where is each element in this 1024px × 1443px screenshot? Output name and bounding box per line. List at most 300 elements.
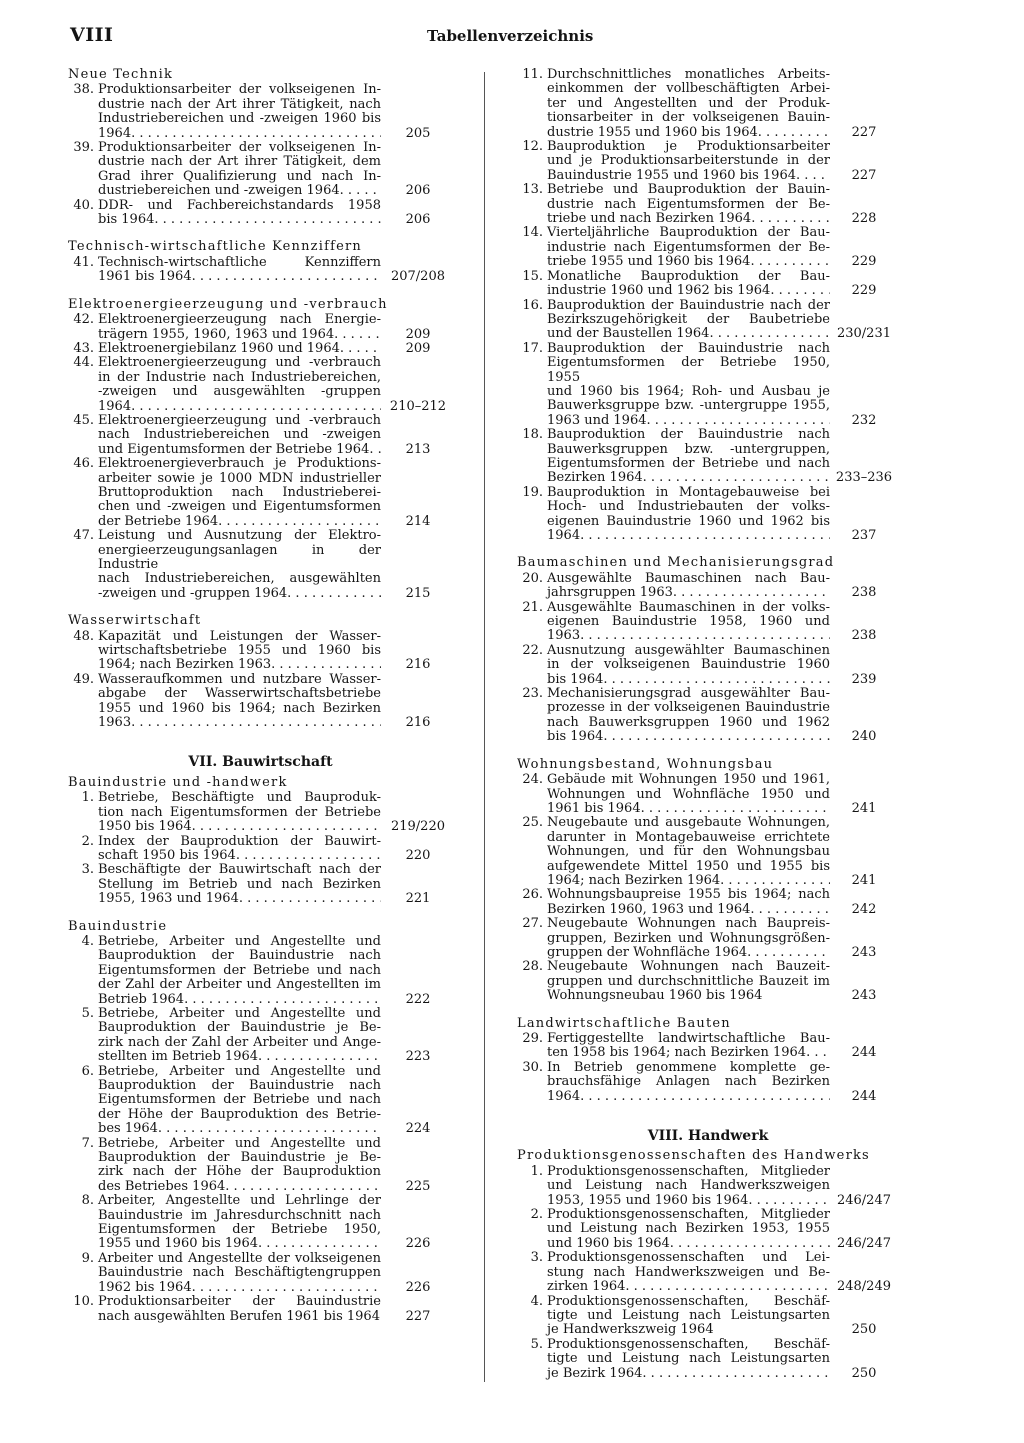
entry-title-text: 1961 bis 1964 — [547, 800, 641, 816]
entry-title-line: Monatliche Bauproduktion der Bau- — [547, 268, 830, 284]
entry-title-text: triebe und nach Bezirken 1964 — [547, 211, 752, 227]
entry-title-line: Mechanisierungsgrad ausgewählter Bau- — [547, 686, 830, 702]
section-heading: Landwirtschaftliche Bauten — [517, 1015, 731, 1031]
entry-title-line: in der Industrie nach Industriebereichen, — [98, 369, 381, 385]
entry-number: 43. — [73, 340, 94, 356]
entry-number: 14. — [522, 225, 543, 241]
entry-title-text: 1964 — [98, 398, 132, 414]
entry-title — [547, 1165, 830, 1208]
dot-leader — [369, 443, 381, 457]
dot-leader — [643, 471, 830, 485]
entry-title-text: dustriebereichen und -zweigen 1964 — [98, 183, 340, 199]
toc-entry — [517, 816, 899, 888]
entry-title-text: der Betriebe 1964 — [98, 513, 219, 529]
entry-title — [547, 1208, 830, 1251]
entry-title-line: Elektroenergieerzeugung nach Energie- — [98, 312, 381, 328]
entry-title-line — [98, 127, 381, 141]
entry-page-number: 220 — [405, 847, 431, 863]
entry-number: 39. — [73, 140, 94, 156]
dot-leader — [770, 284, 830, 298]
entry-number: 42. — [73, 312, 94, 328]
entry-title — [547, 888, 830, 917]
entry-page-number: 239 — [851, 671, 877, 687]
entry-title — [98, 1194, 381, 1252]
entry-page-number: 241 — [851, 800, 877, 816]
entry-title-line: Elektroenergieverbrauch je Produktions- — [98, 456, 381, 472]
entry-title-text: bes 1964 — [98, 1121, 158, 1137]
entry-title-line: Beschäftigte der Bauwirtschaft nach der — [98, 862, 381, 878]
toc-entry — [68, 199, 453, 228]
entry-number: 17. — [522, 340, 543, 356]
entry-page-number: 226 — [405, 1279, 431, 1295]
entry-title-line — [98, 1310, 381, 1324]
entry-title-line: Grad ihrer Qualifizierung und nach In- — [98, 168, 381, 184]
entry-page-number: 246/247 — [836, 1192, 891, 1208]
section-heading: Bauindustrie und -handwerk — [68, 774, 288, 790]
entry-number: 9. — [81, 1250, 94, 1266]
entry-page-number: 226 — [405, 1236, 431, 1252]
entry-title — [547, 687, 830, 745]
entry-title-text: 1955 und 1960 bis 1964 — [98, 1236, 258, 1252]
entry-title-line: Bauwerksgruppe bzw. -untergruppe 1955, — [547, 398, 830, 414]
entry-title — [547, 140, 830, 183]
entry-title-text: und der Baustellen 1964 — [547, 326, 710, 342]
entry-title-line — [547, 874, 830, 888]
dot-leader — [184, 993, 381, 1007]
entry-number: 4. — [81, 933, 94, 949]
dot-leader — [641, 802, 830, 816]
entry-number: 45. — [73, 412, 94, 428]
dot-leader — [625, 1280, 830, 1294]
entry-title-text: triebe 1955 und 1960 bis 1964 — [547, 254, 751, 270]
dot-leader — [192, 1281, 381, 1295]
entry-title-line: Bezirkszugehörigkeit der Baubetriebe — [547, 311, 830, 327]
entry-title-line: Bauproduktion der Bauindustrie nach — [547, 427, 830, 443]
entry-title-line: Leistung und Ausnutzung der Elektro- — [98, 528, 381, 544]
entry-title — [98, 141, 381, 199]
entry-title — [547, 342, 830, 428]
section-heading: Baumaschinen und Mechanisierungsgrad — [517, 555, 835, 571]
entry-number: 29. — [522, 1031, 543, 1046]
toc-entry — [68, 457, 453, 529]
entry-title-line: zirk nach der Zahl der Arbeiter und Ange- — [98, 1034, 381, 1050]
entry-number: 5. — [81, 1005, 94, 1021]
toc-entry — [517, 1165, 899, 1208]
toc-entry — [68, 1065, 453, 1137]
toc-entry — [517, 1032, 899, 1061]
entry-page-number: 232 — [851, 412, 877, 428]
entry-title-text: bis 1964 — [547, 729, 604, 745]
entry-number: 46. — [73, 456, 94, 472]
entry-title — [547, 816, 830, 888]
entry-title-line: dustrie nach Eigentumsformen der Be- — [547, 196, 830, 212]
entry-title-line — [547, 1323, 830, 1337]
entry-title-line: einkommen der vollbeschäftigten Arbei- — [547, 81, 830, 97]
entry-page-number: 246/247 — [836, 1235, 891, 1251]
dot-leader — [720, 874, 830, 888]
entry-page-number: 224 — [405, 1121, 431, 1137]
entry-title-line: arbeiter sowie je 1000 MDN industrieller — [98, 470, 381, 486]
entry-title-line: Betriebe, Arbeiter und Angestellte und — [98, 1135, 381, 1151]
entry-title-line: Durchschnittliches monatliches Arbeits- — [547, 67, 830, 82]
entry-title — [547, 428, 830, 486]
entry-number: 40. — [73, 197, 94, 213]
toc-entry — [68, 356, 453, 414]
section-heading: Wasserwirtschaft — [68, 613, 202, 629]
section-heading: Neue Technik — [68, 67, 174, 82]
dot-leader — [192, 820, 381, 834]
entry-title-text: 1963 — [547, 628, 581, 644]
entry-title — [98, 83, 381, 141]
entry-title-line — [98, 849, 381, 863]
entry-title — [98, 1137, 381, 1195]
entry-title-text: bis 1964 — [98, 212, 155, 228]
entry-title-line: Bauproduktion der Bauindustrie nach — [98, 1078, 381, 1093]
entry-title-line — [547, 946, 830, 960]
entry-title-line: Fertiggestellte landwirtschaftliche Bau- — [547, 1031, 830, 1046]
entry-page-number: 244 — [851, 1088, 877, 1104]
entry-page-number: 238 — [851, 628, 877, 644]
entry-title — [547, 644, 830, 687]
entry-title-line: Bauindustrie im Jahresdurchschnitt nach — [98, 1207, 381, 1223]
toc-entry — [517, 299, 899, 342]
entry-title — [98, 342, 381, 356]
entry-title-line — [547, 629, 830, 643]
toc-entry — [68, 141, 453, 199]
entry-title-line — [98, 993, 381, 1007]
entry-title — [547, 299, 830, 342]
entry-title-line — [547, 730, 830, 744]
dot-leader — [236, 849, 381, 863]
section-heading: Technisch-wirtschaftliche Kennziffern — [68, 239, 362, 255]
entry-page-number: 227 — [851, 167, 877, 183]
entry-title-line: Betriebe, Beschäftigte und Bauproduk- — [98, 790, 381, 806]
dot-leader — [131, 716, 381, 730]
entry-title-line: Bauproduktion in Montagebauweise bei — [547, 484, 830, 500]
entry-number: 38. — [73, 82, 94, 98]
entry-title-text: Bezirken 1964 — [547, 470, 643, 486]
entry-title — [547, 183, 830, 226]
entry-title-text: und 1960 bis 1964 — [547, 1235, 670, 1251]
entry-title-line: Ausnutzung ausgewählter Baumaschinen — [547, 642, 830, 658]
entry-page-number: 221 — [405, 891, 431, 907]
entry-title-line: Neugebaute Wohnungen nach Bauzeit- — [547, 959, 830, 975]
entry-title-line — [98, 1281, 381, 1295]
entry-title — [547, 960, 830, 1003]
entry-title-line: Eigentumsformen der Betriebe 1950, — [98, 1222, 381, 1238]
entry-title — [547, 1338, 830, 1381]
entry-number: 6. — [81, 1063, 94, 1079]
entry-title-line — [547, 126, 830, 140]
entry-title-line — [547, 1280, 830, 1294]
entry-title-line: aufgewendete Mittel 1950 und 1955 bis — [547, 858, 830, 874]
entry-title — [98, 529, 381, 601]
entry-page-number: 219/220 — [390, 819, 445, 835]
entry-title-line: Wohnungen und Wohnfläche 1950 und — [547, 786, 830, 802]
entry-number: 16. — [522, 297, 543, 313]
dot-leader — [750, 255, 830, 269]
entry-title-line: ter und Angestellten und der Produk- — [547, 95, 830, 111]
entry-page-number: 225 — [405, 1178, 431, 1194]
entry-title — [547, 226, 830, 269]
entry-title-text: Bezirken 1960, 1963 und 1964 — [547, 901, 751, 917]
dot-leader — [673, 586, 830, 600]
dot-leader — [154, 213, 381, 227]
dot-leader — [751, 212, 830, 226]
entry-title-line: Bauproduktion der Bauindustrie nach der — [547, 297, 830, 313]
entry-page-number: 210–212 — [389, 398, 447, 414]
toc-entry — [68, 1252, 453, 1295]
entry-title-line: Eigentumsformen der Betriebe und nach — [98, 962, 381, 978]
dot-leader — [750, 903, 830, 917]
toc-entry — [68, 256, 453, 285]
entry-title-line — [98, 1180, 381, 1194]
entry-page-number: 233–236 — [835, 470, 893, 486]
entry-page-number: 205 — [405, 125, 431, 141]
entry-page-number: 250 — [851, 1365, 877, 1381]
dot-leader — [131, 127, 381, 141]
entry-number: 19. — [522, 484, 543, 500]
entry-title-line: wirtschaftsbetriebe 1955 und 1960 bis — [98, 643, 381, 659]
entry-title-line — [547, 1194, 830, 1208]
toc-entry — [517, 1338, 899, 1381]
entry-title-line: Arbeiter, Angestellte und Lehrlinge der — [98, 1193, 381, 1209]
toc-entry — [68, 342, 453, 356]
entry-title — [547, 1251, 830, 1294]
dot-leader — [642, 1367, 830, 1381]
toc-entry — [68, 1137, 453, 1195]
entry-page-number: 216 — [405, 657, 431, 673]
entry-page-number: 244 — [851, 1045, 877, 1061]
entry-title-line: Stellung im Betrieb und nach Bezirken — [98, 876, 381, 892]
entry-title-line: DDR- und Fachbereichstandards 1958 — [98, 197, 381, 213]
dot-leader — [158, 1122, 381, 1136]
dot-leader — [218, 515, 381, 529]
entry-number: 22. — [522, 642, 543, 658]
toc-column-left — [68, 68, 453, 1324]
dot-leader — [758, 126, 830, 140]
toc-entry — [68, 630, 453, 673]
toc-entry — [517, 226, 899, 269]
entry-title-line: tionsarbeiter in der volkseigenen Bauin- — [547, 110, 830, 126]
entry-title-line — [98, 1237, 381, 1251]
entry-title — [98, 1295, 381, 1324]
dot-leader — [670, 1237, 830, 1251]
toc-entry — [517, 773, 899, 816]
dot-leader — [258, 1050, 381, 1064]
entry-title-line — [98, 400, 381, 414]
entry-title-line: tigte und Leistung nach Leistungsarten — [547, 1351, 830, 1367]
entry-title-line — [98, 658, 381, 672]
entry-number: 27. — [522, 916, 543, 932]
toc-entry — [68, 835, 453, 864]
entry-number: 5. — [530, 1336, 543, 1352]
entry-title-line: Produktionsgenossenschaften, Beschäf- — [547, 1293, 830, 1309]
entry-title-text: Bauindustrie 1955 und 1960 bis 1964 — [547, 167, 796, 183]
entry-number: 3. — [81, 862, 94, 878]
dot-leader — [709, 327, 830, 341]
entry-title-line: Betriebe, Arbeiter und Angestellte und — [98, 1063, 381, 1079]
dot-leader — [603, 730, 830, 744]
entry-title-line: tigte und Leistung nach Leistungsarten — [547, 1307, 830, 1323]
entry-title — [547, 1061, 830, 1104]
dot-leader — [340, 184, 381, 198]
toc-entry — [68, 791, 453, 834]
dot-leader — [131, 400, 381, 414]
entry-page-number: 206 — [405, 183, 431, 199]
toc-entry — [68, 414, 453, 457]
entry-number: 10. — [73, 1294, 94, 1310]
toc-entry — [517, 1295, 899, 1338]
entry-title-line — [98, 515, 381, 529]
entry-title-line: Produktionsarbeiter der Bauindustrie — [98, 1294, 381, 1310]
entry-title-line: Gebäude mit Wohnungen 1950 und 1961, — [547, 772, 830, 788]
entry-number: 2. — [530, 1207, 543, 1223]
entry-number: 1. — [530, 1163, 543, 1179]
entry-title-line: gruppen und durchschnittliche Bauzeit im — [547, 973, 830, 989]
toc-entry — [68, 863, 453, 906]
entry-title-line: Arbeiter und Angestellte der volkseigenen — [98, 1250, 381, 1266]
entry-number: 11. — [522, 67, 543, 82]
entry-title — [98, 630, 381, 673]
entry-title-line — [98, 213, 381, 227]
entry-number: 7. — [81, 1135, 94, 1151]
dot-leader — [580, 529, 830, 543]
entry-title-text: des Betriebes 1964 — [98, 1178, 226, 1194]
entry-number: 47. — [73, 528, 94, 544]
entry-title-text: 1964 — [547, 1088, 581, 1104]
section-heading: Produktionsgenossenschaften des Handwerks — [517, 1148, 870, 1164]
entry-title-line: Elektroenergieerzeugung und -verbrauch — [98, 355, 381, 371]
entry-title-line — [547, 1046, 830, 1060]
entry-title-line: Ausgewählte Baumaschinen nach Bau- — [547, 570, 830, 586]
entry-title-line — [547, 673, 830, 687]
toc-entry — [517, 601, 899, 644]
entry-title-line — [98, 820, 381, 834]
entry-title-text: 1964 — [547, 528, 581, 543]
entry-title — [98, 457, 381, 529]
toc-entry — [517, 270, 899, 299]
entry-title-text: dustrie 1955 und 1960 bis 1964 — [547, 124, 758, 140]
entry-title — [547, 572, 830, 601]
entry-title-line: Betriebe, Arbeiter und Angestellte und — [98, 933, 381, 949]
entry-title-line: und 1960 bis 1964; Roh- und Ausbau je — [547, 383, 830, 399]
entry-title-line: dustrie nach der Art ihrer Tätigkeit, nach — [98, 96, 381, 112]
entry-title-line: dustrie nach der Art ihrer Tätigkeit, dem — [98, 154, 381, 170]
entry-title — [98, 673, 381, 731]
entry-title — [547, 917, 830, 960]
entry-title-line: Kapazität und Leistungen der Wasser- — [98, 628, 381, 644]
entry-title-line — [98, 587, 381, 601]
section-heading: Wohnungsbestand, Wohnungsbau — [517, 756, 774, 772]
entry-title-text: und Eigentumsformen der Betriebe 1964 — [98, 441, 370, 457]
entry-title — [547, 601, 830, 644]
entry-title-line — [547, 212, 830, 226]
entry-title — [547, 68, 830, 140]
entry-title-text: industrie 1960 und 1962 bis 1964 — [547, 283, 771, 299]
entry-title — [98, 835, 381, 864]
entry-title-line: Produktionsgenossenschaften, Mitglieder — [547, 1207, 830, 1223]
toc-entry — [517, 140, 899, 183]
entry-number: 23. — [522, 686, 543, 702]
entry-title — [98, 414, 381, 457]
entry-title-line — [98, 443, 381, 457]
entry-title-line: der Zahl der Arbeiter und Angestellten im — [98, 977, 381, 993]
toc-entry — [68, 1295, 453, 1324]
entry-number: 20. — [522, 570, 543, 586]
toc-entry — [68, 1007, 453, 1065]
entry-title-line: Bauproduktion der Bauindustrie nach — [547, 340, 830, 356]
entry-title-line: Bauwerksgruppen bzw. -untergruppen, — [547, 441, 830, 457]
entry-number: 15. — [522, 268, 543, 284]
entry-title-line: Neugebaute Wohnungen nach Baupreis- — [547, 916, 830, 932]
entry-title-line — [547, 1237, 830, 1251]
entry-title-line: industrie nach Eigentumsformen der Be- — [547, 239, 830, 255]
entry-title-line — [547, 471, 830, 485]
toc-entry — [68, 313, 453, 342]
entry-title-line — [98, 342, 381, 356]
entry-title-line: Vierteljährliche Bauproduktion der Bau- — [547, 225, 830, 241]
column-divider — [484, 72, 485, 1382]
entry-title-text: -zweigen und -gruppen 1964 — [98, 585, 288, 601]
entry-title-line: abgabe der Wasserwirtschaftsbetriebe — [98, 686, 381, 702]
toc-entry — [517, 572, 899, 601]
dot-leader — [748, 1194, 830, 1208]
entry-title-line: Produktionsgenossenschaften, Mitglieder — [547, 1163, 830, 1179]
entry-number: 25. — [522, 815, 543, 831]
entry-page-number: 228 — [851, 211, 877, 227]
entry-title-text: nach ausgewählten Berufen 1961 bis 1964 — [98, 1308, 380, 1324]
entry-page-number: 241 — [851, 872, 877, 888]
entry-page-number: 240 — [851, 729, 877, 745]
toc-entry — [68, 935, 453, 1007]
running-head: Tabellenverzeichnis — [427, 27, 594, 45]
entry-title-line — [547, 586, 830, 600]
entry-title-line — [98, 270, 381, 284]
entry-title-line: Produktionsarbeiter der volkseigenen In- — [98, 82, 381, 98]
entry-number: 28. — [522, 959, 543, 975]
entry-title-line — [547, 169, 830, 183]
entry-title-line — [98, 1050, 381, 1064]
entry-page-number: 215 — [405, 585, 431, 601]
entry-title — [547, 486, 830, 544]
entry-page-number: 243 — [851, 988, 877, 1004]
entry-page-number: 222 — [405, 991, 431, 1007]
toc-entry — [68, 529, 453, 601]
entry-number: 18. — [522, 427, 543, 443]
toc-entry — [517, 960, 899, 1003]
dot-leader — [747, 946, 830, 960]
entry-title-line — [547, 1090, 830, 1104]
dot-leader — [580, 1090, 830, 1104]
dot-leader — [340, 342, 381, 356]
entry-page-number: 250 — [851, 1322, 877, 1338]
entry-title-line: Neugebaute und ausgebaute Wohnungen, — [547, 815, 830, 831]
toc-entry — [517, 888, 899, 917]
entry-title-line: stung nach Handwerkszweigen und Be- — [547, 1264, 830, 1280]
toc-column-right — [517, 68, 899, 1381]
toc-entry — [517, 183, 899, 226]
entry-title — [98, 1252, 381, 1295]
entry-title-line — [98, 716, 381, 730]
entry-title — [98, 791, 381, 834]
entry-page-number: 209 — [405, 326, 431, 342]
entry-title-line — [547, 327, 830, 341]
entry-number: 24. — [522, 772, 543, 788]
section-heading: Elektroenergieerzeugung und -verbrauch — [68, 296, 388, 312]
entry-title — [98, 863, 381, 906]
toc-entry — [68, 673, 453, 731]
